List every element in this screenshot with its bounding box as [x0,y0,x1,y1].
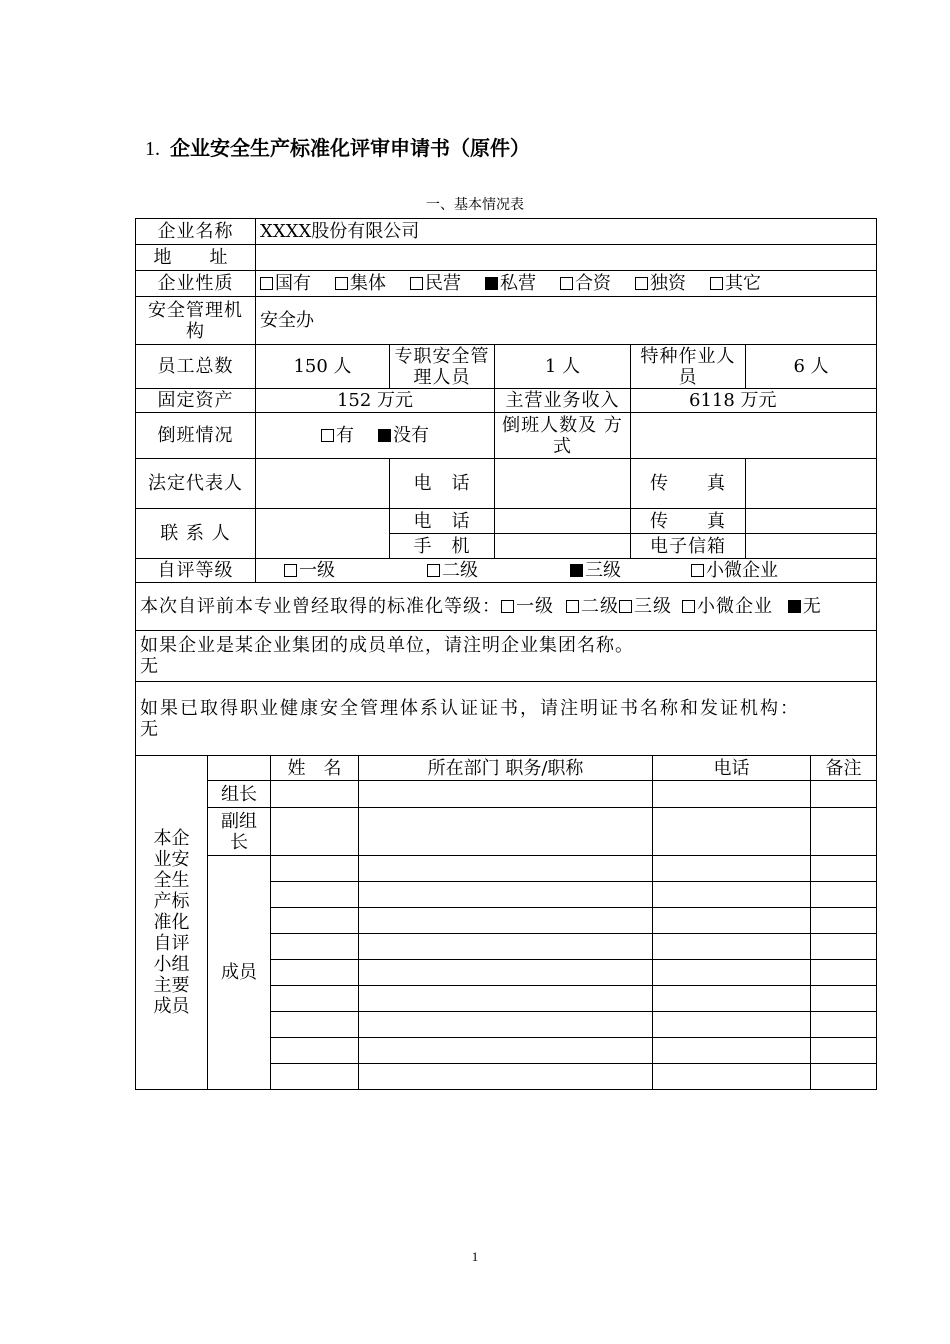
prior-grade-option[interactable]: 二级 [566,596,619,617]
basic-info-table [135,218,877,756]
nature-option[interactable]: 其它 [710,273,761,294]
shift-option[interactable]: 没有 [378,425,429,446]
table-cell[interactable] [359,908,653,934]
cert-cell [136,682,877,756]
nature-label: 企业性质 [136,271,256,297]
contact-mobile-value[interactable] [495,534,631,559]
prior-grade-option[interactable]: 三级 [619,596,672,617]
table-cell[interactable] [653,908,811,934]
shift-options [256,413,495,459]
table-cell[interactable] [271,808,359,856]
table-cell[interactable] [653,882,811,908]
group-cell [136,631,877,682]
checkbox-icon [566,600,579,613]
table-cell[interactable] [811,1038,877,1064]
legal-rep-value[interactable] [256,459,390,509]
checkbox-icon [710,277,723,290]
address-label: 地 址 [136,245,256,271]
safety-org-value[interactable]: 安全办 [256,297,877,345]
table-cell[interactable] [811,808,877,856]
checkbox-icon [788,600,801,613]
team-table [135,755,877,1090]
team-row-member [136,856,877,882]
table-cell[interactable] [271,986,359,1012]
nature-option[interactable]: 民营 [410,273,461,294]
table-cell[interactable] [653,960,811,986]
nature-option[interactable]: 独资 [635,273,686,294]
self-grade-option[interactable]: 二级 [427,560,478,581]
self-grade-options [256,559,877,583]
table-cell[interactable] [271,908,359,934]
prior-grade-option[interactable]: 一级 [501,596,554,617]
checkbox-icon [378,429,391,442]
contact-email-value[interactable] [746,534,877,559]
row-legal-rep [136,459,877,509]
staff-total-label: 员工总数 [136,345,256,389]
table-cell[interactable] [653,986,811,1012]
table-cell[interactable] [811,960,877,986]
team-header-note: 备注 [811,756,877,781]
row-nature [136,271,877,297]
prior-grade-option[interactable]: 小微企业 [682,596,773,617]
table-cell[interactable] [811,986,877,1012]
team-header-dept: 所在部门 职务/职称 [359,756,653,781]
checkbox-icon [560,277,573,290]
legal-rep-fax-value[interactable] [746,459,877,509]
table-cell[interactable] [653,1064,811,1090]
safety-staff-value[interactable]: 1 人 [495,345,631,389]
table-cell[interactable] [359,986,653,1012]
table-cell[interactable] [811,934,877,960]
row-shift [136,413,877,459]
table-title: 一、基本情况表 [426,198,524,213]
company-name-label: 企业名称 [136,219,256,245]
table-cell[interactable] [811,882,877,908]
contact-phone-value[interactable] [495,509,631,534]
row-cert [136,682,877,756]
cert-value[interactable]: 无 [140,718,158,740]
table-cell[interactable] [271,1038,359,1064]
contact-mobile-label: 手 机 [390,534,495,559]
checkbox-icon [682,600,695,613]
company-name-value[interactable]: XXXX股份有限公司 [256,219,877,245]
row-prior-grade [136,583,877,631]
table-cell[interactable] [811,1012,877,1038]
table-cell[interactable] [653,1038,811,1064]
prior-grade-option[interactable]: 无 [788,596,822,617]
nature-option[interactable]: 合资 [560,273,611,294]
table-cell[interactable] [359,808,653,856]
document-heading [145,132,530,161]
contact-email-label: 电子信箱 [631,534,746,559]
checkbox-icon [427,564,440,577]
team-side-label: 本企业安全生产标准化自评小组主要成员 [136,756,208,1090]
self-grade-option[interactable]: 三级 [570,560,621,581]
checkbox-icon [619,600,632,613]
checkbox-icon [501,600,514,613]
heading-number: 1. [145,138,160,160]
table-cell[interactable] [359,1064,653,1090]
self-grade-option[interactable]: 一级 [284,560,335,581]
shift-label: 倒班情况 [136,413,256,459]
legal-rep-phone-value[interactable] [495,459,631,509]
table-cell[interactable] [271,960,359,986]
checkbox-icon [260,277,273,290]
safety-staff-label: 专职安全管理人员 [390,345,495,389]
table-cell[interactable] [359,856,653,882]
team-header-row [136,756,877,781]
page-number: 1 [471,1249,479,1264]
row-assets [136,389,877,413]
table-cell[interactable] [811,908,877,934]
row-safety-org [136,297,877,345]
deputy-label: 副组长 [208,808,271,856]
table-cell[interactable] [811,1064,877,1090]
team-header-phone: 电话 [653,756,811,781]
nature-option[interactable]: 国有 [260,273,311,294]
checkbox-icon [410,277,423,290]
legal-rep-fax-label: 传 真 [631,459,746,509]
table-cell[interactable] [271,1064,359,1090]
shift-count-label: 倒班人数及 方 式 [495,413,631,459]
group-question: 如果企业是某企业集团的成员单位，请注明企业集团名称。 [140,635,634,656]
table-cell[interactable] [653,808,811,856]
table-cell[interactable] [271,856,359,882]
table-cell[interactable] [359,1038,653,1064]
table-cell[interactable] [271,882,359,908]
checkbox-icon [335,277,348,290]
table-cell[interactable] [811,781,877,808]
cert-question: 如果已取得职业健康安全管理体系认证证书，请注明证书名称和发证机构： [140,697,800,719]
row-contact [136,509,877,534]
nature-options [256,271,877,297]
row-staff [136,345,877,389]
legal-rep-phone-label: 电 话 [390,459,495,509]
heading-text: 企业安全生产标准化评审申请书（原件） [170,136,530,160]
nature-option[interactable]: 私营 [485,273,536,294]
prior-grade-text: 本次自评前本专业曾经取得的标准化等级： [140,596,501,617]
members-label: 成员 [208,856,271,1090]
staff-total-value[interactable]: 150 人 [256,345,390,389]
checkbox-icon [635,277,648,290]
income-label: 主营业务收入 [495,389,631,413]
table-cell[interactable] [653,781,811,808]
table-cell[interactable] [359,1012,653,1038]
self-grade-label: 自评等级 [136,559,256,583]
prior-grade-cell [136,583,877,631]
table-cell[interactable] [271,934,359,960]
checkbox-icon [485,277,498,290]
contact-fax-label: 传 真 [631,509,746,534]
assets-value[interactable]: 152 万元 [256,389,495,413]
table-cell[interactable] [271,1012,359,1038]
team-row-deputy [136,808,877,856]
special-staff-label: 特种作业人 员 [631,345,746,389]
table-cell[interactable] [359,934,653,960]
contact-phone-label: 电 话 [390,509,495,534]
team-row-leader [136,781,877,808]
table-cell[interactable] [359,781,653,808]
table-cell[interactable] [653,856,811,882]
assets-label: 固定资产 [136,389,256,413]
table-cell[interactable] [271,781,359,808]
safety-org-label: 安全管理机构 [136,297,256,345]
row-self-grade [136,559,877,583]
special-staff-value[interactable]: 6 人 [746,345,877,389]
address-value[interactable] [256,245,877,271]
table-cell[interactable] [359,960,653,986]
checkbox-icon [321,429,334,442]
contact-value[interactable] [256,509,390,559]
table-cell[interactable] [811,856,877,882]
leader-label: 组长 [208,781,271,808]
shift-count-value[interactable] [631,413,877,459]
team-header-blank [208,756,271,781]
group-value[interactable]: 无 [140,656,158,677]
legal-rep-label: 法定代表人 [136,459,256,509]
checkbox-icon [691,564,704,577]
contact-label: 联 系 人 [136,509,256,559]
checkbox-icon [570,564,583,577]
self-grade-option[interactable]: 小微企业 [691,560,778,581]
team-header-name: 姓 名 [271,756,359,781]
contact-fax-value[interactable] [746,509,877,534]
checkbox-icon [284,564,297,577]
table-cell[interactable] [653,1012,811,1038]
shift-option[interactable]: 有 [321,425,354,446]
row-company-name [136,219,877,245]
table-cell[interactable] [359,882,653,908]
nature-option[interactable]: 集体 [335,273,386,294]
row-address [136,245,877,271]
table-cell[interactable] [653,934,811,960]
row-group [136,631,877,682]
income-value[interactable]: 6118 万元 [631,389,877,413]
